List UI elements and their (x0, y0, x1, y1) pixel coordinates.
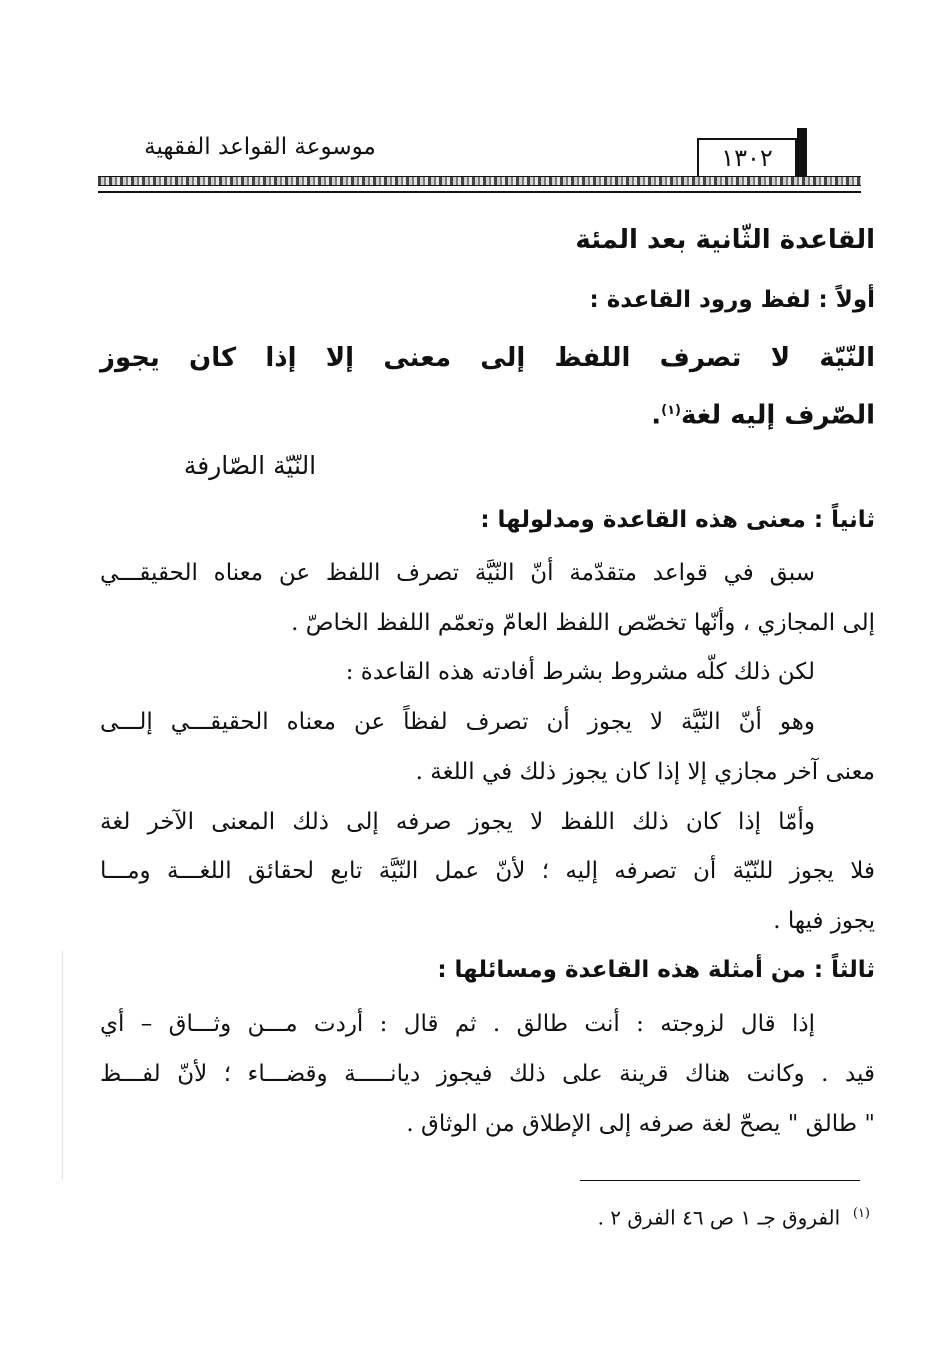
paragraph-line: إذا قال لزوجته : أنت طالق . ثم قال : أردت مـــن وثـــاق – أي (100, 1011, 815, 1037)
paragraph-line: قيد . وكانت هناك قرينة على ذلك فيجوز ديانـــــة وقضـــاء ؛ لأنّ لفـــظ (100, 1061, 875, 1087)
section-heading-wording: أولاً : لفظ ورود القاعدة : (589, 287, 875, 313)
footnote-reference: (١) (661, 403, 681, 418)
book-title: موسوعة القواعد الفقهية (144, 134, 376, 160)
paragraph-line: فلا يجوز للنّيّة أن تصرفه إليه ؛ لأنّ عمل النّيَّة تابع لحقائق اللغـــة ومـــا (100, 858, 875, 884)
section-heading-examples: ثالثاً : من أمثلة هذه القاعدة ومسائلها : (437, 957, 875, 983)
rule-title: القاعدة الثّانية بعد المئة (575, 225, 875, 255)
footnote (400, 1196, 870, 1236)
footnote-text: الفروق جـ ١ ص ٤٦ الفرق ٢ . (597, 1205, 841, 1230)
paragraph-line: معنى آخر مجازي إلا إذا كان يجوز ذلك في اللغة . (415, 759, 875, 785)
paragraph-line: وأمّا إذا كان ذلك اللفظ لا يجوز صرفه إلى ذلك المعنى الآخر لغة (100, 809, 815, 835)
rule-text-span: الصّرف إليه لغة (680, 400, 875, 431)
footnote-marker: (١) (852, 1206, 870, 1221)
header-rule-decorative (98, 176, 861, 186)
paragraph-line: وهو أنّ النّيَّة لا يجوز أن تصرف لفظاً عن معناه الحقيقـــي إلـــى (100, 709, 815, 735)
paragraph-line: " طالق " يصحّ لغة صرفه إلى الإطلاق من الوثاق . (406, 1111, 875, 1137)
rule-alternate-name: النّيّة الصّارفة (183, 451, 317, 480)
paragraph-line: لكن ذلك كلّه مشروط بشرط أفادته هذه القاعدة : (345, 659, 815, 685)
rule-text-line (100, 386, 875, 441)
header-rule (98, 191, 861, 193)
rule-text-end: . (651, 400, 662, 431)
paragraph-line: سبق في قواعد متقدّمة أنّ النّيَّة تصرف اللفظ عن معناه الحقيقـــي (100, 560, 815, 586)
rule-text-line: النّيّة لا تصرف اللفظ إلى معنى إلا إذا كان يجوز (100, 343, 875, 373)
scan-margin-line (62, 950, 63, 1180)
paragraph-line: يجوز فيها . (773, 908, 875, 934)
page-number: ١٣٠٢ (697, 138, 797, 176)
paragraph-line: إلى المجازي ، وأنّها تخصّص اللفظ العامّ وتعمّم اللفظ الخاصّ . (291, 610, 875, 636)
page-number-bar (797, 128, 807, 180)
section-heading-meaning: ثانياً : معنى هذه القاعدة ومدلولها : (480, 507, 875, 533)
footnote-separator (580, 1180, 860, 1181)
